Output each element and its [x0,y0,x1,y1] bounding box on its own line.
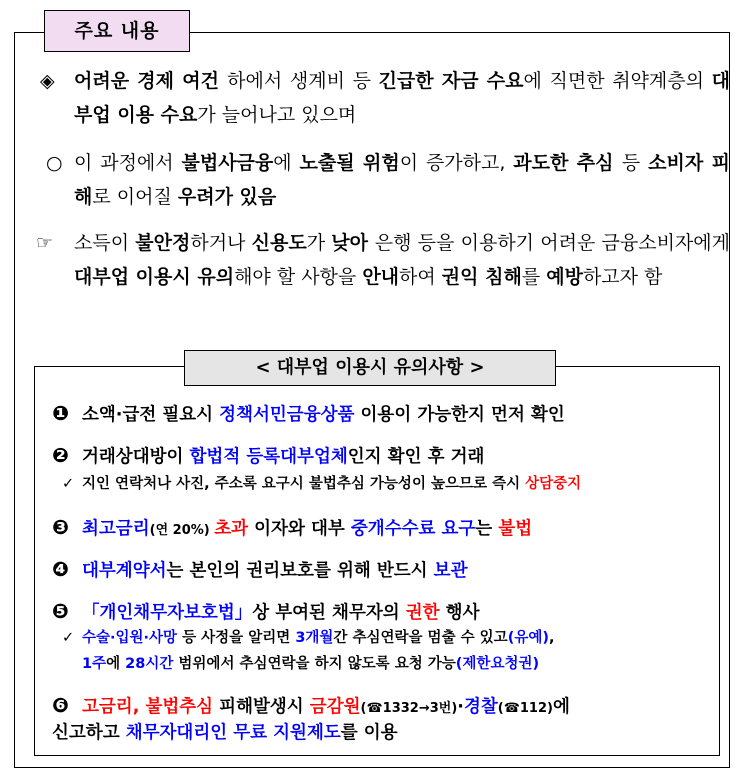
text-segment: 는 본인의 권리보호를 위해 반드시 [166,561,434,581]
text-segment: 피해발생시 [213,697,310,717]
text-segment: 에 [106,656,126,672]
text-segment: 대부업 이용시 유의 [74,266,235,288]
checkmark-icon: ✓ [62,476,75,492]
caution-item-3 [52,512,722,546]
text-segment: 과도한 추심 [513,152,622,174]
text-segment: 가 [306,232,332,254]
caution-item-1 [52,398,722,430]
number-2-icon: ❷ [52,443,69,467]
number-5-icon: ❺ [52,599,69,623]
text-segment: (연 20%) [149,523,215,538]
text-segment: 로 이어질 [92,186,178,208]
text-segment: (☎1332→3번) [360,701,458,716]
section-title: 주요 내용 [44,10,190,52]
number-4-icon: ❹ [52,557,69,581]
text-segment: 는 [475,519,499,539]
text-segment: 불법 [498,519,533,539]
text-segment: 하여 [399,266,442,288]
text-segment: 가 늘어나고 있으며 [197,104,357,126]
text-segment: 「개인채무자보호법」 [82,603,253,623]
text-segment: (유예) [507,630,549,646]
text-segment: 노출될 위험 [299,152,400,174]
caution-item-6-text [82,697,570,717]
text-segment: 고금리, 불법추심 [82,697,214,717]
number-1-icon: ❶ [52,401,69,425]
text-segment: 하거나 [190,232,252,254]
text-segment: (☎112) [497,701,553,716]
text-segment: 를 [521,266,547,288]
caution-item-5-note-cont [82,650,742,678]
caution-item-5-text [82,603,480,623]
caution-item-4-text [82,561,467,581]
text-segment: 1주 [82,656,107,672]
text-segment: 어려운 경제 여건 [74,70,228,92]
text-segment: 행사 [439,603,480,623]
text-segment: (제한요청권) [455,656,540,672]
text-segment: 초과 [214,519,249,539]
text-segment: 중개수수료 요구 [350,519,476,539]
caution-item-1-text [82,405,565,425]
text-segment: 불법사금융 [181,152,274,174]
text-segment: 지인 연락처나 사진, 주소록 요구시 불법추심 가능성이 높으므로 즉시 [82,476,526,492]
text-segment: 낮아 [331,232,375,254]
text-segment: 등 [621,152,649,174]
text-segment: · [457,697,464,717]
caution-item-6-text-line-2 [52,723,398,743]
paragraph-3 [36,226,730,294]
text-segment: 긴급한 자금 수요 [378,70,524,92]
text-segment: 이용이 가능한지 먼저 확인 [354,405,565,425]
caution-item-4 [52,554,722,586]
text-segment: 대부업 이용 수요 [74,70,730,126]
text-segment: 에 [552,697,570,717]
paragraph-2 [40,146,730,214]
paragraph-2-text [74,146,730,214]
text-segment: 정책서민금융상품 [219,405,355,425]
text-segment: 소득이 [74,232,136,254]
text-segment: 해야 할 사항을 [234,266,363,288]
text-segment: 금감원 [309,697,361,717]
text-segment: 예방 [546,266,583,288]
number-6-icon: ❻ [52,693,69,717]
text-segment: 범위에서 추심연락을 하지 않도록 요청 가능 [173,656,456,672]
text-segment: 대부계약서 [82,561,167,581]
pointing-hand-icon: ☞ [36,232,54,254]
paragraph-1-text [74,64,730,132]
text-segment: 불안정 [135,232,191,254]
text-segment: , [548,630,555,646]
text-segment: 등 사정을 알리면 [177,630,296,646]
text-segment: 채무자대리인 무료 지원제도 [125,723,341,743]
text-segment: 소비자 피해 [74,152,730,208]
text-segment: 인지 확인 후 거래 [347,447,485,467]
text-segment: 합법적 등록대부업체 [189,447,348,467]
text-segment: 하에서 생계비 등 [227,70,379,92]
text-segment: 하고자 함 [582,266,663,288]
text-segment: 우려가 있음 [177,186,277,208]
text-segment: 수술·입원·사망 [82,630,178,646]
text-segment: 권한 [405,603,440,623]
text-segment: 에 직면한 취약계층의 [523,70,712,92]
text-segment: 경찰 [463,697,498,717]
text-segment: 상 부여된 채무자의 [252,603,406,623]
text-segment: 이 과정에서 [74,152,182,174]
paragraph-3-text [74,226,730,294]
text-segment: 권익 침해 [441,266,522,288]
text-segment: 3개월 [295,630,334,646]
text-segment: 최고금리 [82,519,150,539]
text-segment: 이 증가하고, [399,152,514,174]
caution-item-5-note-line-2 [82,656,539,672]
caution-box-title: < 대부업 이용시 유의사항 > [184,350,556,386]
paragraph-1 [40,64,730,132]
text-segment: 이자와 대부 [248,519,351,539]
text-segment: 신고하고 [52,723,126,743]
caution-item-3-text [82,519,532,539]
caution-item-6-cont [52,718,722,748]
text-segment: 상담중지 [525,476,582,492]
text-segment: 보관 [433,561,468,581]
circle-bullet-icon: ○ [46,152,63,174]
caution-item-2-note [62,470,722,498]
caution-item-2-note-text [82,476,581,492]
caution-item-2 [52,440,722,472]
caution-item-5-note-line-1 [82,630,555,646]
caution-item-2-text [82,447,484,467]
caution-item-5-note [62,624,722,652]
text-segment: 신용도 [251,232,307,254]
text-segment: 를 이용 [340,723,398,743]
text-segment: 에 [273,152,300,174]
text-segment: 소액·급전 필요시 [82,405,220,425]
text-segment: 은행 등을 이용하기 어려운 금융소비자에게 [374,232,730,254]
text-segment: 간 추심연락을 멈출 수 있고 [333,630,508,646]
text-segment: 28시간 [125,656,174,672]
text-segment: 거래상대방이 [82,447,190,467]
number-3-icon: ❸ [52,515,69,539]
checkmark-icon: ✓ [62,630,75,646]
diamond-bullet-icon: ◈ [40,70,55,92]
text-segment: 안내 [362,266,400,288]
